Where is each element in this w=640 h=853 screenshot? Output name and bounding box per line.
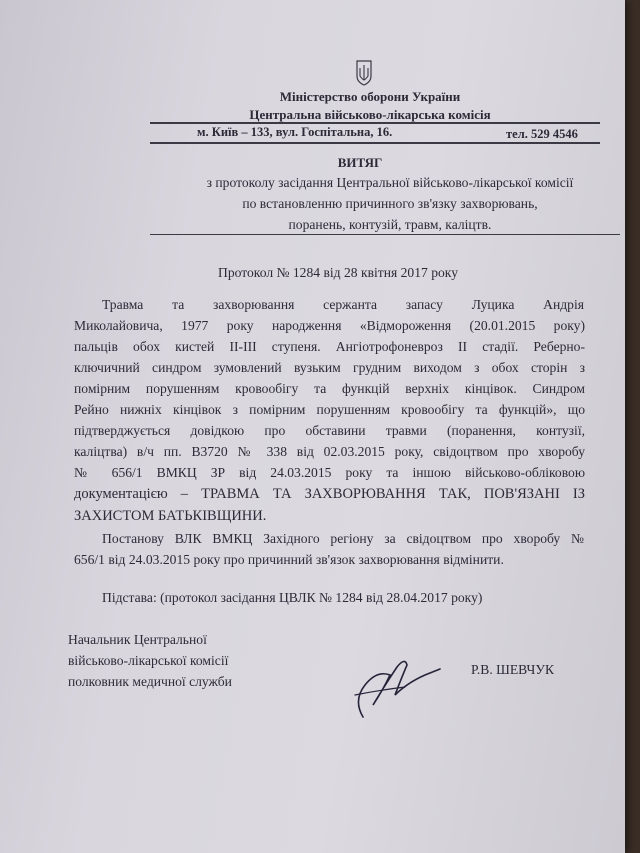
paragraph-2-line-1: Постанову ВЛК ВМКЦ Західного регіону за свідоцтвом про хворобу № — [102, 531, 584, 546]
header-rule-top — [150, 122, 600, 124]
address: м. Київ – 133, вул. Госпітальна, 16. — [197, 125, 393, 139]
title-line-1: з протоколу засідання Центральної військово-лікарської комісії — [206, 175, 574, 190]
paragraph-1-line-10: документацією – ТРАВМА ТА ЗАХВОРЮВАННЯ ТАК, ПОВ'ЯЗАНІ ІЗ — [74, 486, 585, 502]
paragraph-1-line-3: пальців обох кистей ІІ-ІІІ ступеня. Ангіотрофоневроз ІІ стадії. Реберно- — [74, 339, 585, 354]
commission-name: Центральна військово-лікарська комісія — [249, 107, 491, 122]
ministry-name: Міністерство оборони України — [279, 89, 461, 104]
paragraph-1-line-6: Рейно нижніх кінцівок з помірним порушенням кровообігу та функцій», що — [74, 402, 585, 417]
title-line-3: поранень, контузій, травм, каліцтв. — [288, 217, 492, 232]
phone: тел. 529 4546 — [506, 127, 578, 141]
signatory-title-line-2: військово-лікарської комісії — [68, 653, 229, 668]
document-title: ВИТЯГ — [337, 155, 383, 170]
signatory-title-line-3: полковник медичної служби — [68, 674, 232, 689]
paragraph-1-line-9: № 656/1 ВМКЦ ЗР від 24.03.2015 року та іншою військово-обліковою — [74, 465, 585, 480]
title-line-2: по встановленню причинного зв'язку захворювань, — [242, 196, 538, 211]
paragraph-1-line-7: підтверджується довідкою про обставини травми (поранення, контузії, — [74, 423, 585, 438]
coat-of-arms-icon — [354, 58, 374, 86]
paragraph-1-line-2: Миколайовича, 1977 року народження «Відмороження (20.01.2015 року) — [74, 318, 585, 333]
paragraph-1-line-8: каліцтва) в/ч пп. В3720 № 338 від 02.03.2015 року, свідоцтвом про хворобу — [74, 444, 585, 459]
header-rule-bottom — [150, 142, 600, 144]
protocol-number-date: Протокол № 1284 від 28 квітня 2017 року — [218, 265, 459, 280]
basis-line: Підстава: (протокол засідання ЦВЛК № 1284 від 28.04.2017 року) — [102, 590, 483, 605]
paragraph-1-line-11: ЗАХИСТОМ БАТЬКІВЩИНИ. — [74, 508, 267, 524]
paragraph-1-line-5: помірним порушенням кровообігу та функцій верхніх кінцівок. Синдром — [74, 381, 585, 396]
title-rule — [150, 234, 620, 235]
handwritten-signature — [335, 645, 445, 725]
signatory-name: Р.В. ШЕВЧУК — [471, 662, 555, 677]
paragraph-2-line-2: 656/1 від 24.03.2015 року про причинний зв'язок захворювання відмінити. — [74, 552, 504, 567]
paragraph-1-line-1: Травма та захворювання сержанта запасу Луцика Андрія — [102, 297, 584, 312]
paragraph-1-line-4: ключичний синдром зумовлений вузьким грудним виходом з обох сторін з — [74, 360, 585, 375]
signatory-title-line-1: Начальник Центральної — [68, 632, 207, 647]
